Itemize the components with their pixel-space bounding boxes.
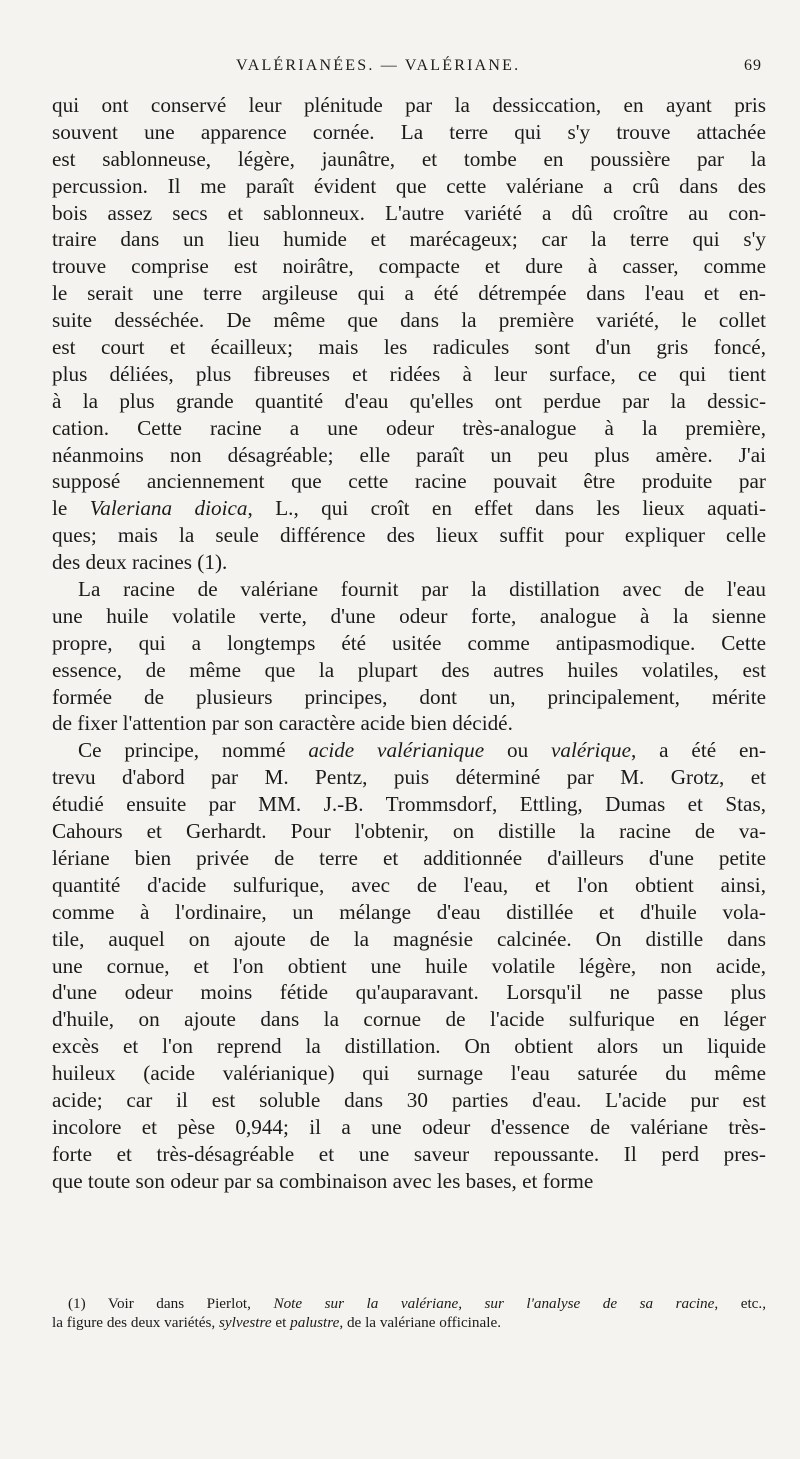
- text-line: [52, 361, 766, 388]
- text-line: [52, 173, 766, 200]
- text-run: La racine de valériane fournit par la distillation avec de l'eau: [78, 577, 766, 602]
- text-line: [52, 334, 766, 361]
- text-line: [52, 280, 766, 307]
- text-line: [52, 549, 766, 576]
- text-run: une cornue, et l'on obtient une huile volatile légère, non acide,: [52, 953, 766, 978]
- text-run: trouve comprise est noirâtre, compacte et dure à casser, comme: [52, 254, 766, 279]
- text-line: [52, 468, 766, 495]
- text-run: qui ont conservé leur plénitude par la dessiccation, en ayant pris: [52, 93, 766, 117]
- text-run: percussion. Il me paraît évident que cette valériane a crû dans des: [52, 173, 766, 198]
- text-line: [52, 226, 766, 253]
- text-run: une huile volatile verte, d'une odeur forte, analogue à la sienne: [52, 603, 766, 628]
- text-line: [52, 307, 766, 334]
- text-line: [52, 253, 766, 280]
- text-run: d'huile, on ajoute dans la cornue de l'acide sulfurique en léger: [52, 1007, 766, 1032]
- text-run: forte et très-désagréable et une saveur repoussante. Il perd pres-: [52, 1141, 766, 1166]
- text-run: tile, auquel on ajoute de la magnésie calcinée. On distille dans: [52, 926, 766, 951]
- text-line: [52, 388, 766, 415]
- text-line: [52, 1168, 766, 1195]
- text-line: [52, 1141, 766, 1168]
- text-run: le serait une terre argileuse qui a été détrempée dans l'eau et en-: [52, 281, 766, 306]
- text-line: [52, 684, 766, 711]
- text-line: [52, 710, 766, 737]
- text-line: [52, 818, 766, 845]
- paragraph: [52, 737, 766, 1194]
- text-run: souvent une apparence cornée. La terre qui s'y trouve attachée: [52, 119, 766, 144]
- italic-text: valérique: [551, 738, 632, 763]
- italic-text: Note sur la valériane, sur l'analyse de sa racine: [273, 1295, 715, 1312]
- text-line: [52, 791, 766, 818]
- paragraph: [52, 92, 766, 576]
- text-run: de fixer l'attention par son caractère acide bien décidé.: [52, 711, 513, 736]
- text-line: [52, 764, 766, 791]
- text-run: propre, qui a longtemps été usitée comme antipasmodique. Cette: [52, 630, 766, 655]
- italic-text: palustre: [290, 1314, 340, 1331]
- text-line: [52, 953, 766, 980]
- text-line: [52, 415, 766, 442]
- footnote-line: [52, 1294, 766, 1313]
- text-line: [52, 1033, 766, 1060]
- text-line: [52, 146, 766, 173]
- page-header: [0, 57, 800, 83]
- text-line: [52, 119, 766, 146]
- text-run: traire dans un lieu humide et marécageux; car la terre qui s'y: [52, 227, 766, 252]
- text-line: [52, 979, 766, 1006]
- text-line: [52, 657, 766, 684]
- text-run: lériane bien privée de terre et additionnée d'ailleurs d'une petite: [52, 845, 766, 870]
- text-run: incolore et pèse 0,944; il a une odeur d'essence de valériane très-: [52, 1114, 766, 1139]
- text-line: [52, 926, 766, 953]
- text-run: comme à l'ordinaire, un mélange d'eau distillée et d'huile vola-: [52, 899, 766, 924]
- text-run: néanmoins non désagréable; elle paraît un peu plus amère. J'ai: [52, 442, 766, 467]
- text-line: [52, 872, 766, 899]
- text-run: suite desséchée. De même que dans la première variété, le collet: [52, 308, 766, 333]
- text-run: supposé anciennement que cette racine pouvait être produite par: [52, 469, 766, 494]
- text-run: est sablonneuse, légère, jaunâtre, et tombe en poussière par la: [52, 146, 766, 171]
- text-run: trevu d'abord par M. Pentz, puis déterminé par M. Grotz, et: [52, 765, 766, 790]
- text-line: [52, 845, 766, 872]
- text-line: [52, 603, 766, 630]
- text-line: [52, 737, 766, 764]
- text-run: plus déliées, plus fibreuses et ridées à leur surface, ce qui tient: [52, 361, 766, 386]
- text-run: excès et l'on reprend la distillation. On obtient alors un liquide: [52, 1034, 766, 1059]
- text-line: [52, 1060, 766, 1087]
- text-line: [52, 92, 766, 119]
- text-line: [52, 1114, 766, 1141]
- text-line: [52, 630, 766, 657]
- text-run: (1) Voir dans Pierlot,: [68, 1295, 274, 1312]
- text-line: [52, 576, 766, 603]
- text-run: formée de plusieurs principes, dont un, principalement, mérite: [52, 684, 766, 709]
- italic-text: Valeriana dioica: [89, 496, 248, 521]
- italic-text: sylvestre: [219, 1314, 272, 1331]
- text-run: à la plus grande quantité d'eau qu'elles ont perdue par la dessic-: [52, 388, 766, 413]
- running-title: VALÉRIANÉES. — VALÉRIANE.: [236, 57, 521, 74]
- text-run: , L., qui croît en effet dans les lieux aquati-: [247, 496, 766, 521]
- footnote: [52, 1294, 766, 1332]
- text-run: bois assez secs et sablonneux. L'autre variété a dû croître au con-: [52, 200, 766, 225]
- text-line: [52, 899, 766, 926]
- paragraph: [52, 576, 766, 737]
- text-run: essence, de même que la plupart des autres huiles volatiles, est: [52, 657, 766, 682]
- footnote-line: [52, 1313, 766, 1332]
- body-text: [52, 92, 766, 1195]
- text-run: , a été en-: [631, 738, 767, 763]
- text-run: la figure des deux variétés,: [52, 1314, 219, 1331]
- text-run: Cahours et Gerhardt. Pour l'obtenir, on distille la racine de va-: [52, 819, 766, 844]
- text-run: , etc.,: [714, 1295, 766, 1312]
- text-run: le: [52, 496, 90, 521]
- text-line: [52, 495, 766, 522]
- text-run: des deux racines (1).: [52, 550, 228, 575]
- text-run: que toute son odeur par sa combinaison avec les bases, et forme: [52, 1168, 594, 1193]
- text-line: [52, 200, 766, 227]
- text-run: ques; mais la seule différence des lieux suffit pour expliquer celle: [52, 523, 766, 548]
- text-run: ou: [484, 738, 552, 763]
- text-run: et: [271, 1314, 291, 1331]
- italic-text: acide valérianique: [308, 738, 485, 763]
- text-line: [52, 1087, 766, 1114]
- text-run: est court et écailleux; mais les radicules sont d'un gris foncé,: [52, 335, 766, 360]
- text-run: , de la valériane officinale.: [339, 1314, 501, 1331]
- text-run: étudié ensuite par MM. J.-B. Trommsdorf, Ettling, Dumas et Stas,: [52, 792, 766, 817]
- text-run: cation. Cette racine a une odeur très-analogue à la première,: [52, 415, 766, 440]
- text-run: Ce principe, nommé: [78, 738, 309, 763]
- text-run: huileux (acide valérianique) qui surnage l'eau saturée du même: [52, 1061, 766, 1086]
- text-run: acide; car il est soluble dans 30 parties d'eau. L'acide pur est: [52, 1087, 766, 1112]
- text-line: [52, 1006, 766, 1033]
- page-number: 69: [744, 57, 762, 74]
- text-line: [52, 442, 766, 469]
- text-run: d'une odeur moins fétide qu'auparavant. Lorsqu'il ne passe plus: [52, 980, 766, 1005]
- text-run: quantité d'acide sulfurique, avec de l'eau, et l'on obtient ainsi,: [52, 872, 766, 897]
- text-line: [52, 522, 766, 549]
